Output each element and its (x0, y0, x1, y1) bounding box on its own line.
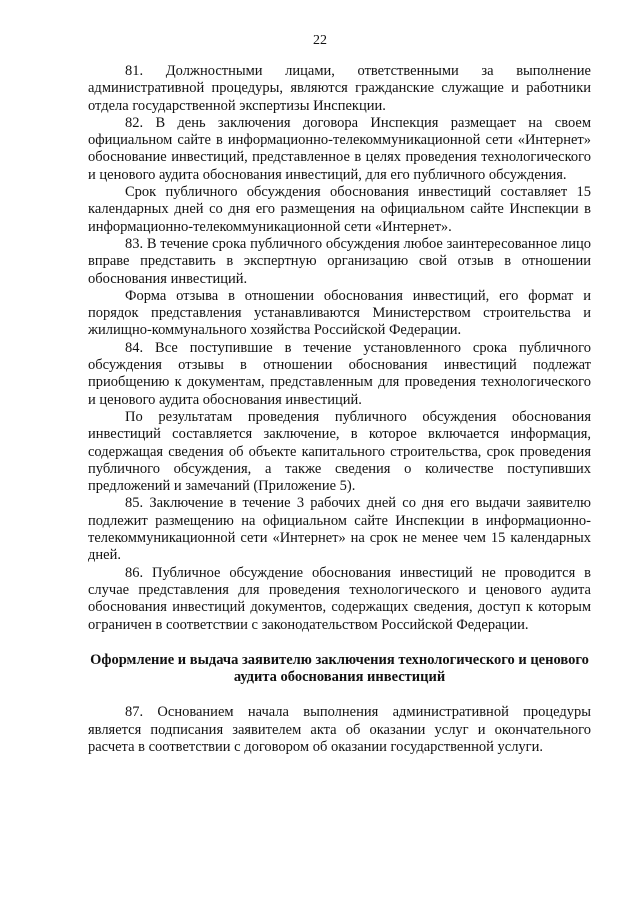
paragraph-86: 86. Публичное обсуждение обоснования инвестиций не проводится в случае представления для проведения технологического и ценового аудита обоснования инвестиций документов, содержащих сведения, доступ к которым ограничен в соответствии с законодательством Российской Федерации. (88, 564, 591, 633)
paragraph-81: 81. Должностными лицами, ответственными за выполнение административной процедуры, являются гражданские служащие и работники отдела государственной экспертизы Инспекции. (88, 63, 591, 114)
paragraph-83: 83. В течение срока публичного обсуждения любое заинтересованное лицо вправе представить в экспертную организацию свой отзыв в отношении обоснования инвестиций. (88, 235, 591, 287)
paragraph-review-form: Форма отзыва в отношении обоснования инвестиций, его формат и порядок представления устанавливаются Министерством строительства и жилищно-коммунального хозяйства Российской Федерации. (88, 287, 591, 339)
document-body (88, 63, 591, 756)
paragraph-85: 85. Заключение в течение 3 рабочих дней со дня его выдачи заявителю подлежит размещению на официальном сайте Инспекции в информационно-телекоммуникационной сети «Интернет» на срок не менее чем 15 календарных дней. (88, 495, 591, 564)
paragraph-discussion-period: Срок публичного обсуждения обоснования инвестиций составляет 15 календарных дней со дня его размещения на официальном сайте Инспекции в информационно-телекоммуникационной сети «Интернет». (88, 184, 591, 235)
paragraph-discussion-results: По результатам проведения публичного обсуждения обоснования инвестиций составляется заключение, в которое включается информация, содержащая сведения об объекте капитального строительства, срок проведения публичного обсуждения, а также сведения о количестве поступивших предложений и замечаний (Приложение 5). (88, 408, 591, 495)
section-heading: Оформление и выдача заявителю заключения технологического и ценового аудита обоснования инвестиций (90, 651, 589, 686)
paragraph-84: 84. Все поступившие в течение установленного срока публичного обсуждения отзывы в отношении обоснования инвестиций подлежат приобщению к документам, представленным для проведения технологического и ценового аудита обоснования инвестиций. (88, 339, 591, 408)
page-number: 22 (313, 33, 327, 48)
paragraph-82: 82. В день заключения договора Инспекция размещает на своем официальном сайте в информационно-телекоммуникационной сети «Интернет» обоснование инвестиций, представленное в целях проведения технологического и ценового аудита обоснования инвестиций, для его публичного обсуждения. (88, 114, 591, 183)
paragraph-87: 87. Основанием начала выполнения административной процедуры является подписания заявителем акта об оказании услуг и окончательного расчета в соответствии с договором об оказании государственной услуги. (88, 704, 591, 755)
